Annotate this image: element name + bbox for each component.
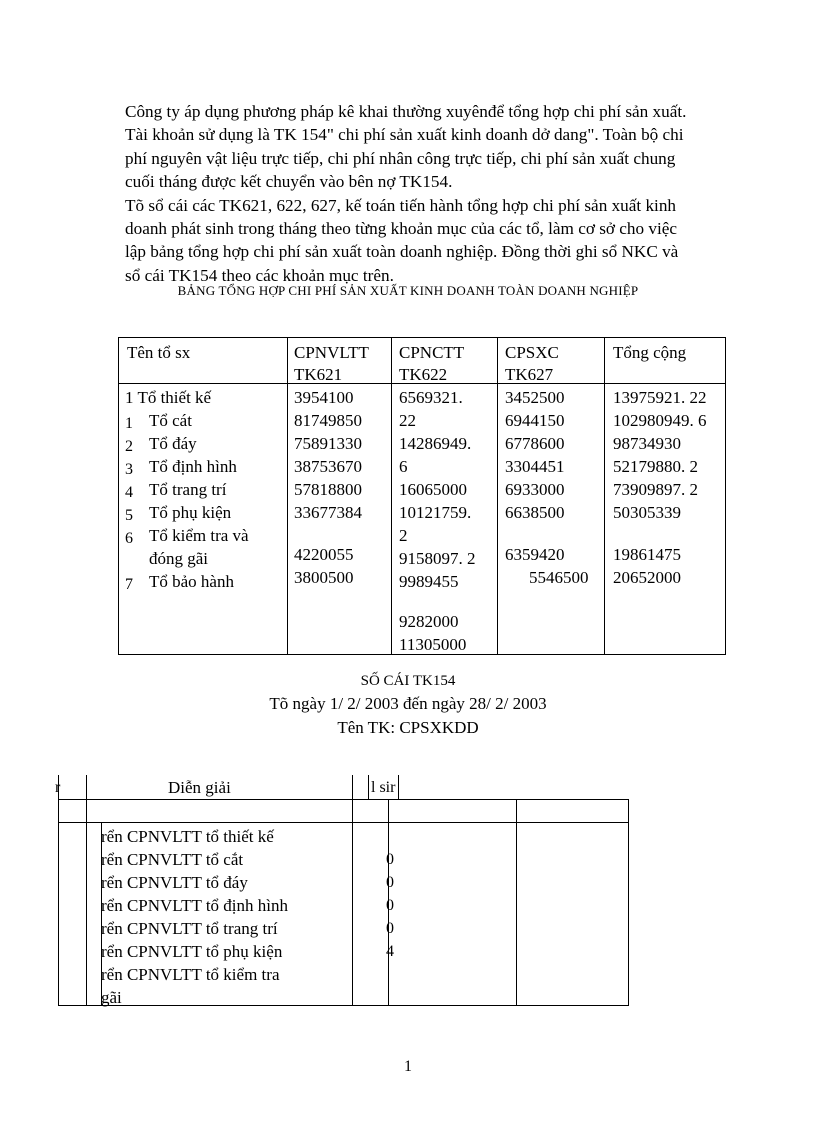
cpnvltt-value: 33677384 bbox=[294, 503, 362, 522]
ledger-row-amount-fragment: 0 bbox=[386, 874, 394, 891]
ledger-line bbox=[628, 799, 629, 1006]
ledger-row-description: rển CPNVLTT tổ thiết kế bbox=[101, 827, 274, 846]
total-value: 98734930 bbox=[613, 434, 681, 453]
ledger-line bbox=[398, 775, 399, 799]
team-name: Tổ đáy bbox=[149, 434, 197, 453]
ledger-header-fragment: r bbox=[55, 779, 61, 796]
paragraph-line: phí nguyên vật liệu trực tiếp, chi phí nhân công trực tiếp, chi phí sản xuất chung bbox=[125, 148, 676, 168]
team-number: 2 bbox=[125, 438, 133, 455]
cpnvltt-value: 38753670 bbox=[294, 457, 362, 476]
header-tk621: TK621 bbox=[294, 365, 343, 384]
cpnctt-value: 16065000 bbox=[399, 480, 467, 499]
ledger-row-amount-fragment: 0 bbox=[386, 851, 394, 868]
cpnvltt-value: 75891330 bbox=[294, 434, 362, 453]
team-name: Tổ trang trí bbox=[149, 480, 227, 499]
cpsxc-value: 5546500 bbox=[529, 568, 589, 587]
total-value: 50305339 bbox=[613, 503, 681, 522]
ledger-header-amount: l sir bbox=[371, 779, 396, 796]
cpnctt-value: 22 bbox=[399, 411, 416, 430]
team-name: Tổ bảo hành bbox=[149, 572, 234, 591]
team-name: đóng gãi bbox=[149, 549, 209, 568]
cpnvltt-value: 3800500 bbox=[294, 568, 354, 587]
cpsxc-value: 3452500 bbox=[505, 388, 565, 407]
total-value: 13975921. 22 bbox=[613, 388, 707, 407]
cpnvltt-value: 4220055 bbox=[294, 545, 354, 564]
cpnctt-value: 10121759. bbox=[399, 503, 472, 522]
paragraph-line: Tõ sổ cái các TK621, 622, 627, kế toán tiến hành tổng hợp chi phí sản xuất kinh bbox=[125, 195, 677, 215]
intro-paragraph bbox=[125, 100, 750, 287]
ledger-line bbox=[352, 799, 353, 1006]
cpsxc-value: 3304451 bbox=[505, 457, 565, 476]
team-name: Tổ phụ kiện bbox=[149, 503, 232, 522]
paragraph-line: Công ty áp dụng phương pháp kê khai thường xuyênđể tổng hợp chi phí sản xuất. bbox=[125, 102, 687, 121]
ledger-line bbox=[58, 799, 629, 800]
team-number: 4 bbox=[125, 484, 133, 501]
ledger-line bbox=[516, 799, 517, 1006]
ledger-row-amount-fragment: 0 bbox=[386, 920, 394, 937]
ledger-row-description: rển CPNVLTT tổ phụ kiện bbox=[101, 942, 283, 961]
cpnctt-value: 11305000 bbox=[399, 635, 467, 654]
ledger-row-description: rển CPNVLTT tổ cắt bbox=[101, 850, 244, 869]
page-number: 1 bbox=[404, 1058, 412, 1075]
ledger-line bbox=[58, 822, 629, 823]
column-divider bbox=[604, 338, 605, 654]
team-name: 1 Tổ thiết kế bbox=[125, 388, 212, 407]
summary-table-title: BẢNG TỔNG HỢP CHI PHÍ SẢN XUẤT KINH DOANH TOÀN DOANH NGHIỆP bbox=[177, 283, 639, 298]
paragraph-line: cuối tháng được kết chuyển vào bên nợ TK154. bbox=[125, 172, 453, 192]
column-divider bbox=[497, 338, 498, 654]
cpsxc-value: 6944150 bbox=[505, 411, 565, 430]
ledger-line bbox=[58, 799, 59, 1006]
ledger-header-description: Diễn giải bbox=[168, 778, 231, 797]
cpnctt-value: 2 bbox=[399, 526, 408, 545]
header-cpnvltt: CPNVLTT bbox=[294, 343, 369, 362]
cpsxc-value: 6638500 bbox=[505, 503, 565, 522]
ledger-line bbox=[86, 799, 87, 1006]
ledger-line bbox=[86, 775, 87, 799]
cpnvltt-value: 81749850 bbox=[294, 411, 362, 430]
team-name: Tổ định hình bbox=[149, 457, 237, 476]
ledger-row-description: rển CPNVLTT tổ đáy bbox=[101, 873, 248, 892]
ledger-date-range: Tõ ngày 1/ 2/ 2003 đến ngày 28/ 2/ 2003 bbox=[269, 694, 547, 713]
ledger-row-description: gãi bbox=[101, 988, 122, 1007]
ledger-row-amount-fragment: 4 bbox=[386, 943, 394, 960]
team-number: 6 bbox=[125, 530, 133, 547]
paragraph-line: lập bảng tổng hợp chi phí sản xuất toàn doanh nghiệp. Đồng thời ghi sổ NKC và bbox=[125, 242, 679, 262]
cpsxc-value: 6778600 bbox=[505, 434, 565, 453]
ledger-title: SỐ CÁI TK154 bbox=[360, 673, 456, 689]
cpnctt-value: 6569321. bbox=[399, 388, 463, 407]
team-name: Tổ kiểm tra và bbox=[149, 526, 249, 545]
header-cpnctt: CPNCTT bbox=[399, 343, 465, 362]
cpnvltt-value: 57818800 bbox=[294, 480, 362, 499]
total-value: 102980949. 6 bbox=[613, 411, 707, 430]
ledger-account-name: Tên TK: CPSXKDD bbox=[337, 718, 479, 737]
team-number: 3 bbox=[125, 461, 133, 478]
cpnvltt-value: 3954100 bbox=[294, 388, 354, 407]
ledger-row-description: rển CPNVLTT tổ trang trí bbox=[101, 919, 278, 938]
column-divider bbox=[287, 338, 288, 654]
total-value: 20652000 bbox=[613, 568, 681, 587]
team-number: 7 bbox=[125, 576, 133, 593]
column-divider bbox=[391, 338, 392, 654]
cpnctt-value: 6 bbox=[399, 457, 408, 476]
cpnctt-value: 9282000 bbox=[399, 612, 459, 631]
header-tk622: TK622 bbox=[399, 365, 448, 384]
paragraph-line: doanh phát sinh trong tháng theo từng khoản mục của các tổ, làm cơ sở cho việc bbox=[125, 219, 678, 239]
ledger-line bbox=[368, 775, 369, 799]
team-number: 5 bbox=[125, 507, 133, 524]
header-team-name: Tên tổ sx bbox=[127, 343, 191, 362]
paragraph-line: sổ cái TK154 theo các khoản mục trên. bbox=[125, 265, 394, 285]
ledger-row-description: rển CPNVLTT tổ định hình bbox=[101, 896, 289, 915]
cpnctt-value: 9158097. 2 bbox=[399, 549, 476, 568]
paragraph-line: Tài khoản sử dụng là TK 154" chi phí sản xuất kinh doanh dở dang". Toàn bộ chi bbox=[125, 125, 684, 145]
cpsxc-value: 6933000 bbox=[505, 480, 565, 499]
header-tk627: TK627 bbox=[505, 365, 554, 384]
ledger-row-amount-fragment: 0 bbox=[386, 897, 394, 914]
ledger-row-description: rển CPNVLTT tổ kiểm tra bbox=[101, 965, 280, 984]
cpnctt-value: 9989455 bbox=[399, 572, 459, 591]
total-value: 73909897. 2 bbox=[613, 480, 698, 499]
header-total: Tổng cộng bbox=[613, 343, 687, 362]
total-value: 19861475 bbox=[613, 545, 681, 564]
cpsxc-value: 6359420 bbox=[505, 545, 565, 564]
team-number: 1 bbox=[125, 415, 133, 432]
total-value: 52179880. 2 bbox=[613, 457, 698, 476]
cpnctt-value: 14286949. bbox=[399, 434, 472, 453]
header-cpsxc: CPSXC bbox=[505, 343, 559, 362]
summary-table bbox=[118, 337, 726, 655]
ledger-line bbox=[352, 775, 353, 799]
team-name: Tổ cát bbox=[149, 411, 192, 430]
